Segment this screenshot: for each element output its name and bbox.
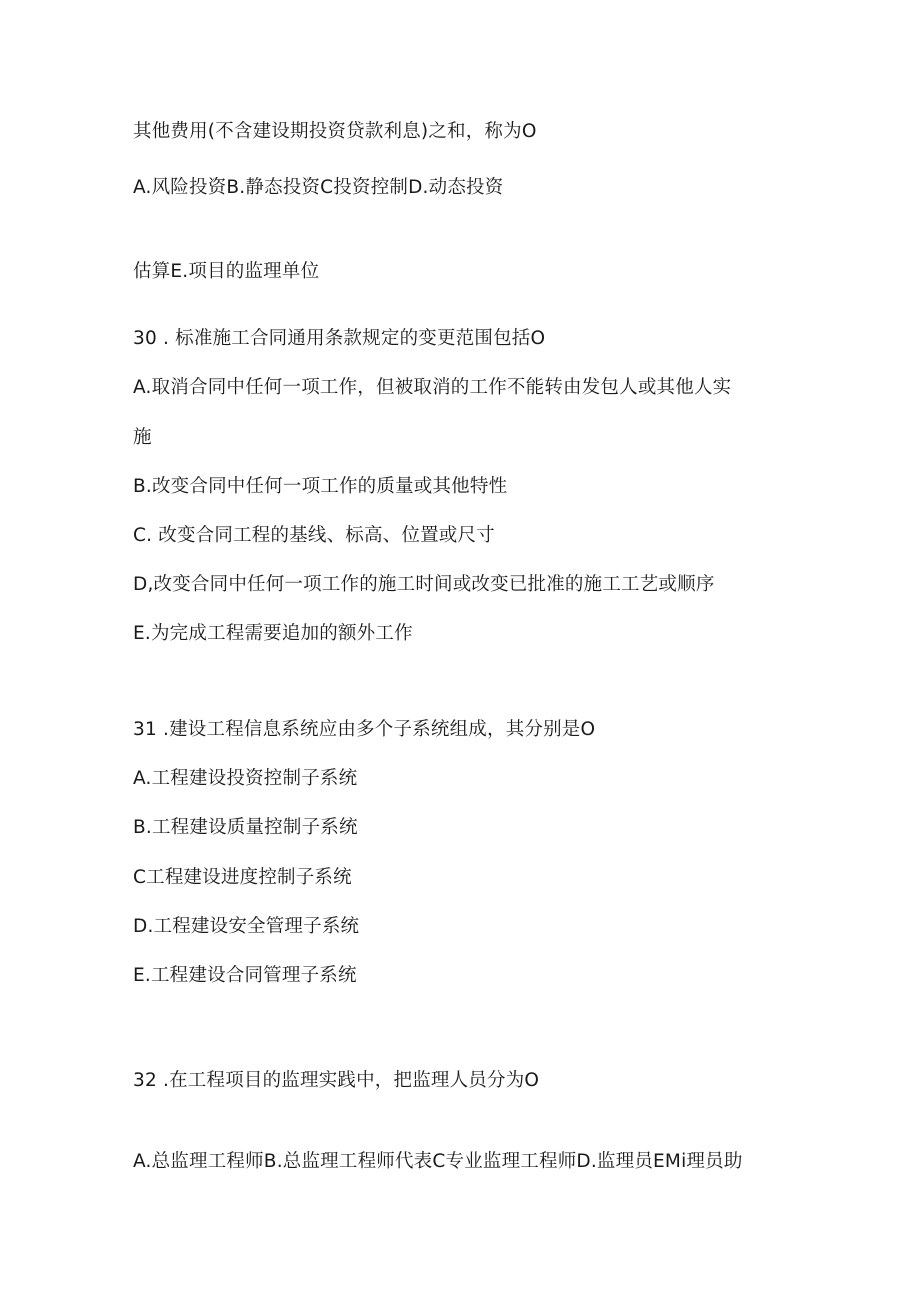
option-a: A.取消合同中任何一项工作，但被取消的工作不能转由发包人或其他人实: [133, 377, 732, 398]
option-e: E.工程建设合同管理子系统: [133, 965, 357, 986]
question-32-title: 32 .在工程项目的监理实践中，把监理人员分为O: [133, 1070, 540, 1091]
option-b: B.工程建设质量控制子系统: [133, 817, 358, 838]
answer-options-line: 估算E.项目的监理单位: [133, 261, 320, 282]
question-30-title: 30 . 标准施工合同通用条款规定的变更范围包括O: [133, 328, 546, 349]
answer-options-line: A.风险投资B.静态投资C投资控制D.动态投资: [133, 177, 504, 198]
option-b: B.改变合同中任何一项工作的质量或其他特性: [133, 476, 508, 497]
option-a: A.工程建设投资控制子系统: [133, 768, 358, 789]
question-31-title: 31 .建设工程信息系统应由多个子系统组成，其分别是O: [133, 719, 596, 740]
option-c: C. 改变合同工程的基线、标高、位置或尺寸: [133, 525, 495, 546]
option-c: C工程建设进度控制子系统: [133, 867, 352, 888]
option-a-continued: 施: [133, 427, 152, 448]
option-e: E.为完成工程需要追加的额外工作: [133, 623, 413, 644]
option-d: D,改变合同中任何一项工作的施工时间或改变已批准的施工工艺或顺序: [133, 574, 715, 595]
answer-options-line: A.总监理工程师B.总监理工程师代表C专业监理工程师D.监理员EMi理员助: [133, 1151, 743, 1172]
question-text-line: 其他费用(不含建设期投资贷款利息)之和，称为O: [133, 121, 537, 142]
option-d: D.工程建设安全管理子系统: [133, 916, 360, 937]
